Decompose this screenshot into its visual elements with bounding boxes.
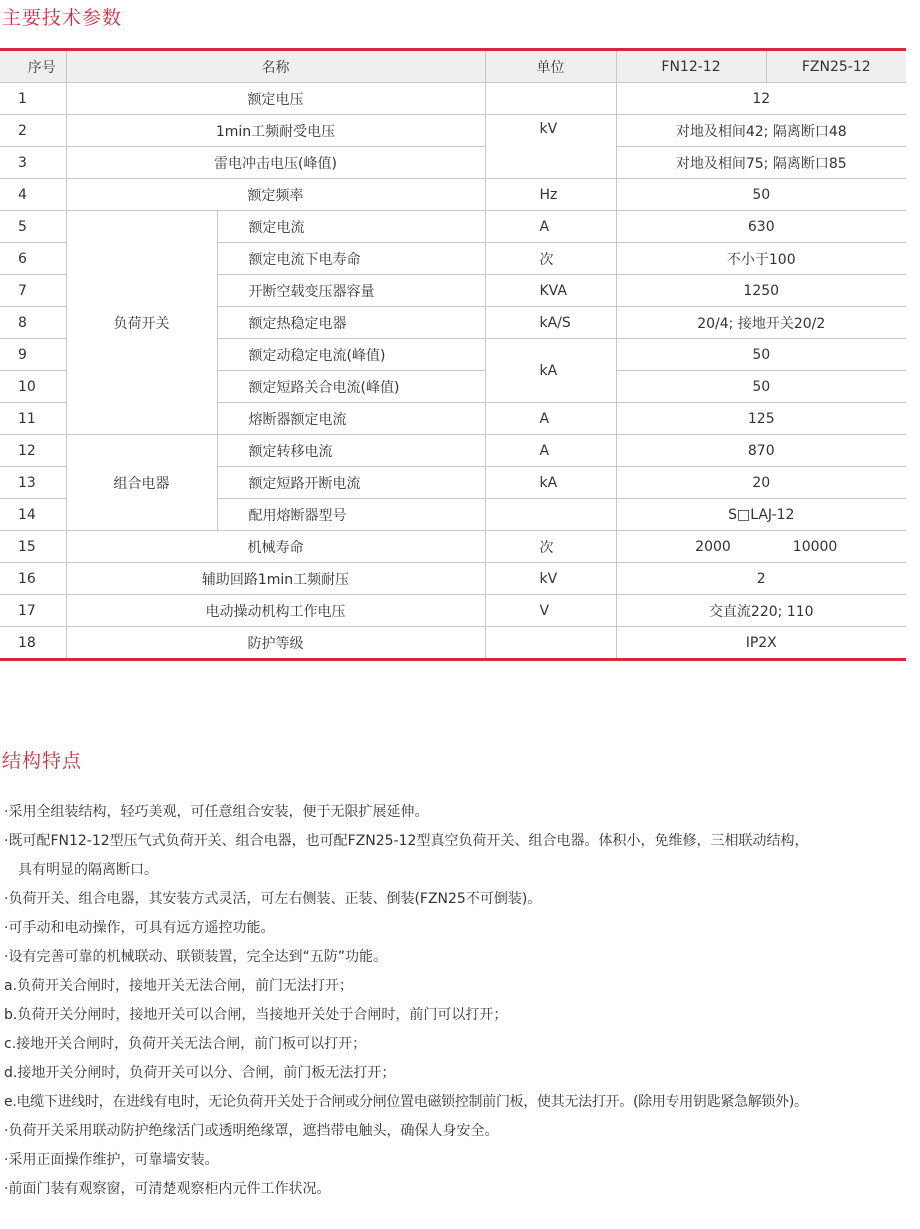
param-value: 20 xyxy=(616,467,906,499)
param-unit: KVA xyxy=(485,275,616,307)
row-number: 18 xyxy=(0,627,66,660)
technical-parameters-table xyxy=(0,48,906,661)
param-value: 对地及相间75; 隔离断口85 xyxy=(616,147,906,179)
param-unit: A xyxy=(485,211,616,243)
row-number: 13 xyxy=(0,467,66,499)
section-title-structural-features: 结构特点 xyxy=(2,750,83,772)
param-name: 额定转移电流 xyxy=(217,435,485,467)
param-name: 额定电流下电寿命 xyxy=(217,243,485,275)
row-number: 1 xyxy=(0,83,66,115)
header-model-fzn25: FZN25-12 xyxy=(766,50,906,83)
row-number: 4 xyxy=(0,179,66,211)
group-label-combination: 组合电器 xyxy=(66,435,217,531)
list-item: c.接地开关合闸时，负荷开关无法合闸，前门板可以打开； xyxy=(4,1036,367,1052)
list-item: ·前面门装有观察窗，可清楚观察柜内元件工作状况。 xyxy=(4,1181,331,1197)
param-name: 辅助回路1min工频耐压 xyxy=(66,563,485,595)
param-value: 交直流220; 110 xyxy=(616,595,906,627)
list-item-text: ·既可配FN12-12型压气式负荷开关、组合电器，也可配FZN25-12型真空负荷开关、组合电器。体积小，免维修，三相联动结构， xyxy=(4,833,809,849)
row-number: 9 xyxy=(0,339,66,371)
param-value-fn12: 2000 xyxy=(695,538,731,555)
row-number: 5 xyxy=(0,211,66,243)
header-model-fn12: FN12-12 xyxy=(616,50,766,83)
group-label-load-switch: 负荷开关 xyxy=(66,211,217,435)
param-name: 额定短路开断电流 xyxy=(217,467,485,499)
param-unit: Hz xyxy=(485,179,616,211)
param-unit: 次 xyxy=(485,243,616,275)
table-header-row xyxy=(0,50,906,83)
param-unit: 次 xyxy=(485,531,616,563)
param-value: 12 xyxy=(616,83,906,115)
param-value: 20/4; 接地开关20/2 xyxy=(616,307,906,339)
features-list xyxy=(0,798,920,1204)
param-name: 额定电流 xyxy=(217,211,485,243)
table-row xyxy=(0,627,906,660)
table-row xyxy=(0,83,906,115)
param-unit: kV xyxy=(485,115,616,179)
param-value: 50 xyxy=(616,339,906,371)
table-row xyxy=(0,563,906,595)
param-value: 870 xyxy=(616,435,906,467)
table-row xyxy=(0,435,906,467)
param-name: 开断空载变压器容量 xyxy=(217,275,485,307)
list-item: ·可手动和电动操作，可具有远方遥控功能。 xyxy=(4,920,275,936)
list-item-continuation: 具有明显的隔离断口。 xyxy=(18,862,158,878)
list-item: ·负荷开关采用联动防护绝缘活门或透明绝缘罩，遮挡带电触头，确保人身安全。 xyxy=(4,1123,499,1139)
param-value: 50 xyxy=(616,371,906,403)
table-row xyxy=(0,115,906,147)
param-value: 1250 xyxy=(616,275,906,307)
param-unit: A xyxy=(485,435,616,467)
param-name: 额定短路关合电流(峰值) xyxy=(217,371,485,403)
param-value: 50 xyxy=(616,179,906,211)
param-unit: kA xyxy=(485,339,616,403)
list-item: ·采用全组装结构，轻巧美观，可任意组合安装，便于无限扩展延伸。 xyxy=(4,804,429,820)
row-number: 16 xyxy=(0,563,66,595)
list-item: d.接地开关分闸时，负荷开关可以分、合闸，前门板无法打开； xyxy=(4,1065,396,1081)
param-name: 雷电冲击电压(峰值) xyxy=(66,147,485,179)
param-name: 额定频率 xyxy=(66,179,485,211)
row-number: 8 xyxy=(0,307,66,339)
row-number: 15 xyxy=(0,531,66,563)
table-row xyxy=(0,147,906,179)
param-unit: kV xyxy=(485,563,616,595)
table-row xyxy=(0,531,906,563)
param-name: 机械寿命 xyxy=(66,531,485,563)
param-name: 额定热稳定电器 xyxy=(217,307,485,339)
param-unit: kA/S xyxy=(485,307,616,339)
table-row xyxy=(0,179,906,211)
table-row xyxy=(0,211,906,243)
list-item xyxy=(0,827,920,885)
param-value: 125 xyxy=(616,403,906,435)
param-value: 对地及相间42; 隔离断口48 xyxy=(616,115,906,147)
param-value-fzn25: 10000 xyxy=(792,538,838,555)
param-unit xyxy=(485,499,616,531)
param-name: 防护等级 xyxy=(66,627,485,660)
section-title-technical-parameters: 主要技术参数 xyxy=(2,7,123,29)
header-name: 名称 xyxy=(66,50,485,83)
param-name: 1min工频耐受电压 xyxy=(66,115,485,147)
row-number: 6 xyxy=(0,243,66,275)
header-unit: 单位 xyxy=(485,50,616,83)
list-item: ·采用正面操作维护，可靠墙安装。 xyxy=(4,1152,219,1168)
row-number: 11 xyxy=(0,403,66,435)
param-name: 电动操动机构工作电压 xyxy=(66,595,485,627)
header-no: 序号 xyxy=(0,50,66,83)
row-number: 10 xyxy=(0,371,66,403)
param-value xyxy=(616,531,906,563)
row-number: 12 xyxy=(0,435,66,467)
param-unit xyxy=(485,627,616,660)
param-unit: A xyxy=(485,403,616,435)
row-number: 14 xyxy=(0,499,66,531)
param-unit: kA xyxy=(485,467,616,499)
table-row xyxy=(0,595,906,627)
list-item: ·负荷开关、组合电器，其安装方式灵活，可左右侧装、正装、倒装(FZN25不可倒装)。 xyxy=(4,891,542,907)
list-item: ·设有完善可靠的机械联动、联锁装置，完全达到“五防”功能。 xyxy=(4,949,387,965)
list-item: a.负荷开关合闸时，接地开关无法合闸，前门无法打开； xyxy=(4,978,354,994)
param-value: IP2X xyxy=(616,627,906,660)
param-value: 630 xyxy=(616,211,906,243)
param-unit: V xyxy=(485,595,616,627)
row-number: 17 xyxy=(0,595,66,627)
param-name: 额定电压 xyxy=(66,83,485,115)
param-name: 熔断器额定电流 xyxy=(217,403,485,435)
list-item: b.负荷开关分闸时，接地开关可以合闸，当接地开关处于合闸时，前门可以打开； xyxy=(4,1007,508,1023)
param-value: 2 xyxy=(616,563,906,595)
param-value: 不小于100 xyxy=(616,243,906,275)
row-number: 2 xyxy=(0,115,66,147)
param-name: 额定动稳定电流(峰值) xyxy=(217,339,485,371)
param-name: 配用熔断器型号 xyxy=(217,499,485,531)
list-item: e.电缆下进线时，在进线有电时，无论负荷开关处于合闸或分闸位置电磁锁控制前门板，使其无法打开。(除用专用钥匙紧急解锁外)。 xyxy=(4,1094,808,1110)
param-value: S□LAJ-12 xyxy=(616,499,906,531)
row-number: 7 xyxy=(0,275,66,307)
param-unit xyxy=(485,83,616,115)
row-number: 3 xyxy=(0,147,66,179)
